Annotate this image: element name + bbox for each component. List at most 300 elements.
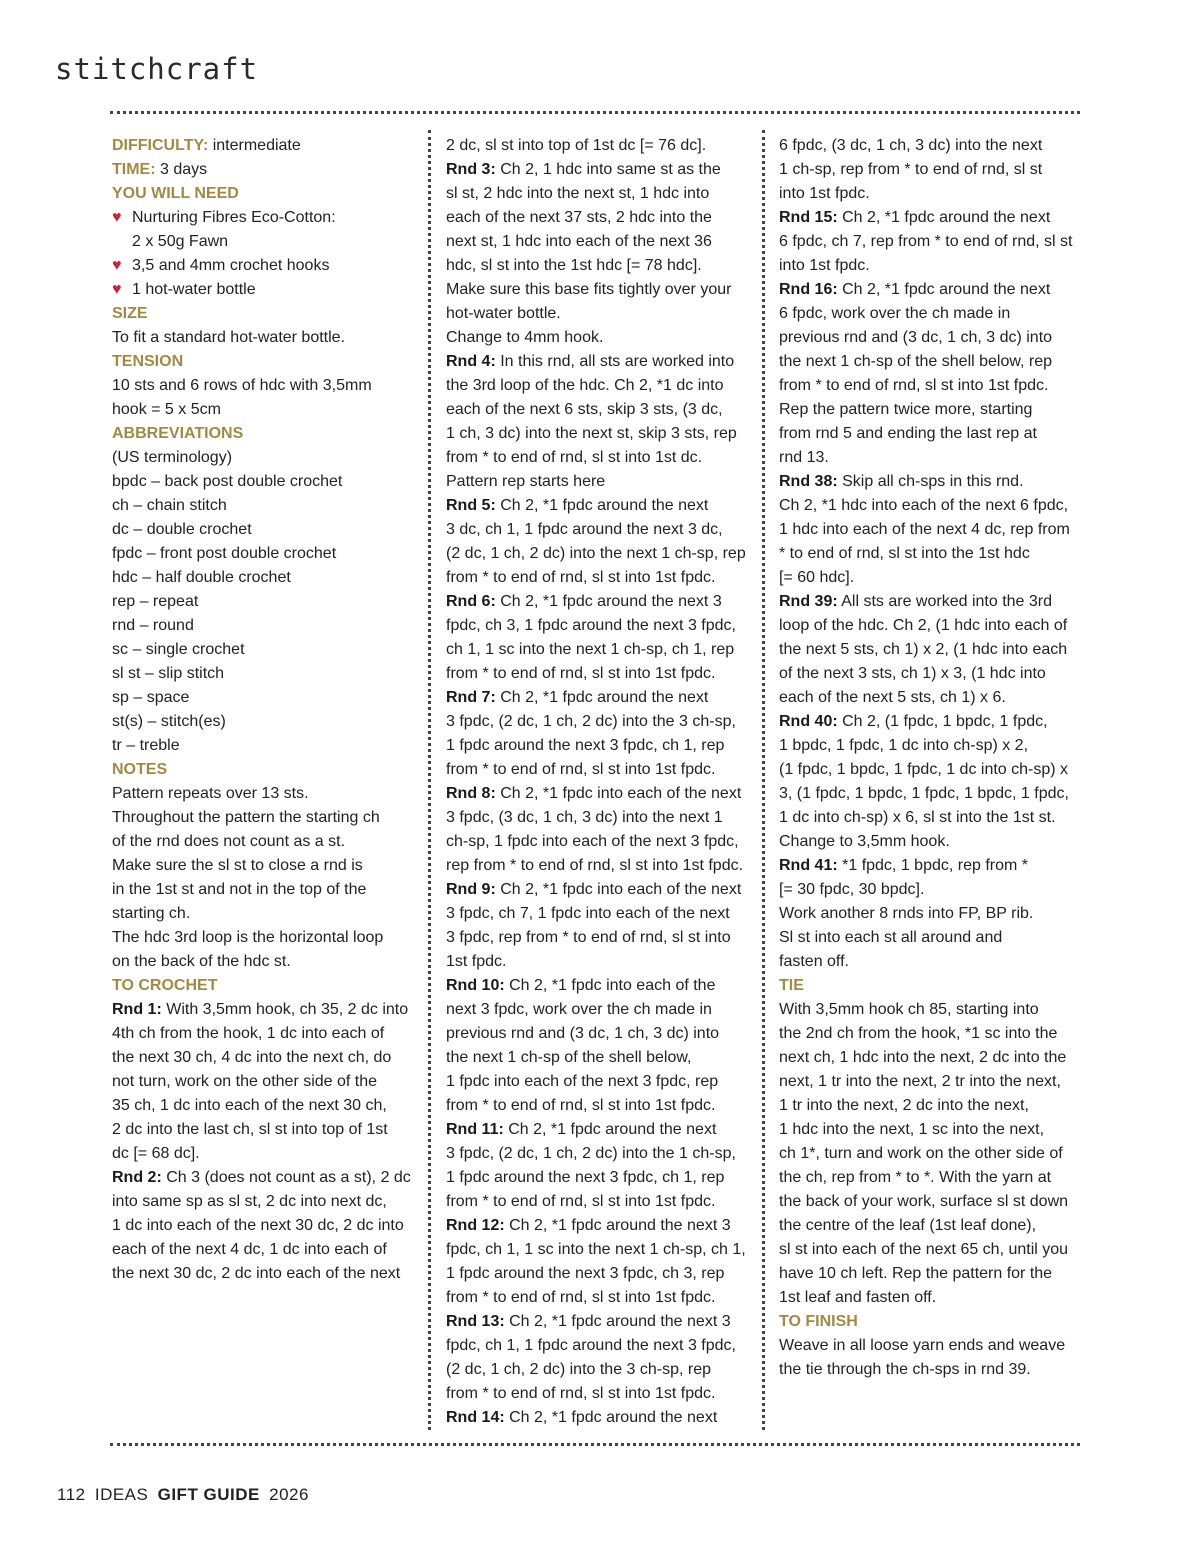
instruction-text: 3 fpdc, ch 7, 1 fpdc into each of the next — [446, 905, 730, 922]
instruction-line — [446, 1094, 750, 1118]
instruction-text: 35 ch, 1 dc into each of the next 30 ch, — [112, 1097, 387, 1114]
tension-line: 10 sts and 6 rows of hdc with 3,5mm — [112, 377, 372, 394]
instruction-line — [779, 470, 1083, 494]
crochet-instructions-part-1 — [112, 998, 416, 1286]
instruction-text: * to end of rnd, sl st into the 1st hdc — [779, 545, 1030, 562]
instruction-line — [779, 686, 1083, 710]
instruction-line — [779, 758, 1083, 782]
instruction-line — [779, 542, 1083, 566]
instruction-text: Change to 3,5mm hook. — [779, 833, 950, 850]
instruction-line — [779, 878, 1083, 902]
instruction-text: (2 dc, 1 ch, 2 dc) into the 3 ch-sp, rep — [446, 1361, 712, 1378]
instruction-line — [446, 902, 750, 926]
instruction-line — [112, 1262, 416, 1286]
instruction-text: 6 fpdc, (3 dc, 1 ch, 3 dc) into the next — [779, 137, 1043, 154]
instruction-line — [446, 230, 750, 254]
instruction-line — [779, 518, 1083, 542]
instruction-line — [446, 1046, 750, 1070]
instruction-text: Ch 2, *1 fpdc around the next 3 — [504, 1313, 731, 1330]
instruction-text: the next 30 dc, 2 dc into each of the next — [112, 1265, 401, 1282]
instruction-text: 3, (1 fpdc, 1 bpdc, 1 fpdc, 1 bpdc, 1 fpdc, — [779, 785, 1069, 802]
instruction-text: 3 fpdc, (3 dc, 1 ch, 3 dc) into the next 1 — [446, 809, 723, 826]
instruction-text: Work another 8 rnds into FP, BP rib. — [779, 905, 1034, 922]
instruction-line — [446, 1142, 750, 1166]
tie-line: the ch, rep from * to *. With the yarn at — [779, 1169, 1052, 1186]
instruction-line — [446, 350, 750, 374]
instruction-line — [112, 1190, 416, 1214]
instruction-text: Ch 2, *1 fpdc around the next — [504, 1409, 718, 1426]
instruction-text: from * to end of rnd, sl st into 1st fpdc. — [446, 761, 716, 778]
column-divider-2 — [762, 130, 765, 1430]
instruction-text: fpdc, ch 1, 1 sc into the next 1 ch-sp, ch 1, — [446, 1241, 746, 1258]
need-item-continued: 2 x 50g Fawn — [132, 233, 229, 250]
instruction-line — [446, 782, 750, 806]
instruction-line — [446, 710, 750, 734]
instruction-text: dc [= 68 dc]. — [112, 1145, 200, 1162]
instruction-text: 6 fpdc, ch 7, rep from * to end of rnd, sl st — [779, 233, 1073, 250]
instruction-line — [112, 1070, 416, 1094]
instruction-line — [446, 302, 750, 326]
instruction-text: 1st fpdc. — [446, 953, 507, 970]
instruction-line — [779, 278, 1083, 302]
instruction-line — [112, 1046, 416, 1070]
instruction-text: from * to end of rnd, sl st into 1st fpdc. — [446, 1097, 716, 1114]
tie-instructions — [779, 998, 1083, 1310]
round-label: Rnd 13: — [446, 1313, 505, 1330]
instruction-text: 1 dc into ch-sp) x 6, sl st into the 1st st. — [779, 809, 1056, 826]
need-item — [112, 254, 416, 278]
instruction-text: Ch 3 (does not count as a st), 2 dc — [161, 1169, 411, 1186]
instruction-text: the next 5 sts, ch 1) x 2, (1 hdc into each — [779, 641, 1068, 658]
abbreviations-list — [112, 446, 416, 758]
instruction-line — [446, 758, 750, 782]
instruction-line — [446, 158, 750, 182]
instruction-line — [446, 398, 750, 422]
need-item-text: 3,5 and 4mm crochet hooks — [132, 257, 330, 274]
notes-list — [112, 782, 416, 974]
round-label: Rnd 39: — [779, 593, 838, 610]
instruction-text: from * to end of rnd, sl st into 1st fpdc. — [779, 377, 1049, 394]
instruction-line — [446, 830, 750, 854]
time-value: 3 days — [155, 161, 208, 178]
tie-line: have 10 ch left. Rep the pattern for the — [779, 1265, 1053, 1282]
instruction-text: In this rnd, all sts are worked into — [495, 353, 735, 370]
page-number: 112 — [57, 1485, 86, 1504]
note-line: of the rnd does not count as a st. — [112, 833, 346, 850]
instruction-text: from * to end of rnd, sl st into 1st fpdc. — [446, 1385, 716, 1402]
instruction-text: Sl st into each st all around and — [779, 929, 1003, 946]
instruction-line — [779, 566, 1083, 590]
instruction-text: [= 60 hdc]. — [779, 569, 855, 586]
instruction-line — [446, 1382, 750, 1406]
round-label: Rnd 10: — [446, 977, 505, 994]
instruction-line — [446, 926, 750, 950]
instruction-text: from rnd 5 and ending the last rep at — [779, 425, 1037, 442]
top-dotted-rule — [110, 111, 1080, 114]
instruction-text: next st, 1 hdc into each of the next 36 — [446, 233, 712, 250]
abbreviation-item: bpdc – back post double crochet — [112, 473, 343, 490]
instruction-text: All sts are worked into the 3rd — [837, 593, 1052, 610]
notes-heading: NOTES — [112, 761, 168, 778]
instruction-line — [779, 326, 1083, 350]
instruction-text: 1 fpdc around the next 3 fpdc, ch 3, rep — [446, 1265, 725, 1282]
need-item-text: Nurturing Fibres Eco-Cotton: — [132, 209, 336, 226]
instruction-text: fpdc, ch 3, 1 fpdc around the next 3 fpdc, — [446, 617, 736, 634]
abbreviation-item: hdc – half double crochet — [112, 569, 291, 586]
note-line: Pattern repeats over 13 sts. — [112, 785, 309, 802]
instruction-line — [446, 206, 750, 230]
instruction-text: sl st, 2 hdc into the next st, 1 hdc into — [446, 185, 710, 202]
instruction-text: 1 fpdc into each of the next 3 fpdc, rep — [446, 1073, 719, 1090]
instruction-text: next 3 fpdc, work over the ch made in — [446, 1001, 712, 1018]
instruction-line — [779, 230, 1083, 254]
instruction-text: hot-water bottle. — [446, 305, 561, 322]
instruction-text: Ch 2, *1 fpdc around the next — [837, 281, 1051, 298]
crochet-instructions-part-2 — [446, 134, 750, 1430]
instruction-text: the 3rd loop of the hdc. Ch 2, *1 dc into — [446, 377, 724, 394]
instruction-text: 4th ch from the hook, 1 dc into each of — [112, 1025, 385, 1042]
instruction-text: (2 dc, 1 ch, 2 dc) into the next 1 ch-sp, rep — [446, 545, 746, 562]
instruction-line — [779, 422, 1083, 446]
instruction-line — [779, 134, 1083, 158]
round-label: Rnd 9: — [446, 881, 496, 898]
instruction-line — [779, 782, 1083, 806]
difficulty-label: DIFFICULTY: — [112, 137, 209, 154]
instruction-text: [= 30 fpdc, 30 bpdc]. — [779, 881, 925, 898]
instruction-text: into same sp as sl st, 2 dc into next dc, — [112, 1193, 387, 1210]
instruction-line — [779, 950, 1083, 974]
instruction-line — [446, 878, 750, 902]
round-label: Rnd 6: — [446, 593, 496, 610]
tie-line: 1 tr into the next, 2 dc into the next, — [779, 1097, 1029, 1114]
heart-icon: ♥ — [112, 257, 122, 274]
instruction-line — [779, 158, 1083, 182]
instruction-text: Ch 2, *1 fpdc around the next — [503, 1121, 717, 1138]
instruction-text: into 1st fpdc. — [779, 185, 870, 202]
round-label: Rnd 7: — [446, 689, 496, 706]
instruction-line — [779, 494, 1083, 518]
instruction-line — [446, 566, 750, 590]
instruction-text: 3 dc, ch 1, 1 fpdc around the next 3 dc, — [446, 521, 723, 538]
instruction-line — [779, 638, 1083, 662]
instruction-line — [446, 974, 750, 998]
round-label: Rnd 8: — [446, 785, 496, 802]
instruction-text: fasten off. — [779, 953, 849, 970]
instruction-line — [446, 470, 750, 494]
finish-line: Weave in all loose yarn ends and weave — [779, 1337, 1066, 1354]
instruction-text: Ch 2, *1 fpdc around the next — [495, 689, 709, 706]
instruction-text: 1 ch-sp, rep from * to end of rnd, sl st — [779, 161, 1043, 178]
instruction-text: Ch 2, *1 fpdc into each of the next — [495, 881, 742, 898]
instruction-text: Change to 4mm hook. — [446, 329, 604, 346]
tie-line: next ch, 1 hdc into the next, 2 dc into the — [779, 1049, 1067, 1066]
instruction-text: from * to end of rnd, sl st into 1st fpdc. — [446, 569, 716, 586]
need-item — [112, 278, 416, 302]
instruction-line — [446, 1286, 750, 1310]
instruction-text: each of the next 6 sts, skip 3 sts, (3 dc, — [446, 401, 723, 418]
instruction-line — [112, 998, 416, 1022]
instruction-text: Pattern rep starts here — [446, 473, 606, 490]
tie-line: ch 1*, turn and work on the other side of — [779, 1145, 1063, 1162]
instruction-text: hdc, sl st into the 1st hdc [= 78 hdc]. — [446, 257, 702, 274]
instruction-line — [446, 374, 750, 398]
instruction-line — [779, 446, 1083, 470]
instruction-line — [112, 1094, 416, 1118]
instruction-text: Ch 2, *1 fpdc around the next — [495, 497, 709, 514]
finish-line: the tie through the ch-sps in rnd 39. — [779, 1361, 1031, 1378]
instruction-line — [112, 1238, 416, 1262]
crochet-instructions-part-3 — [779, 134, 1083, 974]
instruction-text: *1 fpdc, 1 bpdc, rep from * — [837, 857, 1028, 874]
instruction-text: previous rnd and (3 dc, 1 ch, 3 dc) into — [779, 329, 1053, 346]
instruction-text: Rep the pattern twice more, starting — [779, 401, 1033, 418]
round-label: Rnd 1: — [112, 1001, 162, 1018]
round-label: Rnd 14: — [446, 1409, 505, 1426]
instruction-line — [446, 1334, 750, 1358]
to-finish-heading: TO FINISH — [779, 1313, 858, 1330]
instruction-line — [446, 614, 750, 638]
difficulty-line — [112, 134, 416, 158]
instruction-line — [446, 1310, 750, 1334]
tie-heading: TIE — [779, 977, 804, 994]
round-label: Rnd 11: — [446, 1121, 504, 1138]
instruction-line — [446, 1214, 750, 1238]
instruction-text: 3 fpdc, rep from * to end of rnd, sl st into — [446, 929, 731, 946]
instruction-text: the next 1 ch-sp of the shell below, — [446, 1049, 692, 1066]
note-line: The hdc 3rd loop is the horizontal loop — [112, 929, 384, 946]
instruction-text: each of the next 4 dc, 1 dc into each of — [112, 1241, 387, 1258]
issue-year: 2026 — [269, 1485, 309, 1504]
instruction-line — [112, 1022, 416, 1046]
time-line — [112, 158, 416, 182]
to-crochet-heading: TO CROCHET — [112, 977, 218, 994]
instruction-line — [446, 446, 750, 470]
abbreviation-item: sc – single crochet — [112, 641, 245, 658]
instruction-line — [112, 1142, 416, 1166]
tension-line: hook = 5 x 5cm — [112, 401, 221, 418]
instruction-text: rep from * to end of rnd, sl st into 1st fpdc. — [446, 857, 744, 874]
difficulty-value: intermediate — [208, 137, 301, 154]
round-label: Rnd 2: — [112, 1169, 162, 1186]
instruction-text: Ch 2, *1 fpdc around the next — [837, 209, 1051, 226]
guide-name: GIFT GUIDE — [157, 1485, 260, 1504]
instruction-text: Skip all ch-sps in this rnd. — [837, 473, 1024, 490]
instruction-text: the next 30 ch, 4 dc into the next ch, do — [112, 1049, 392, 1066]
instruction-text: 1 fpdc around the next 3 fpdc, ch 1, rep — [446, 737, 725, 754]
instruction-line — [779, 350, 1083, 374]
instruction-text: each of the next 37 sts, 2 hdc into the — [446, 209, 712, 226]
instruction-line — [446, 254, 750, 278]
tie-line: 1 hdc into the next, 1 sc into the next, — [779, 1121, 1045, 1138]
instruction-text: Ch 2, 1 hdc into same st as the — [495, 161, 721, 178]
note-line: Throughout the pattern the starting ch — [112, 809, 380, 826]
tie-line: the 2nd ch from the hook, *1 sc into the — [779, 1025, 1058, 1042]
abbreviation-item: sp – space — [112, 689, 190, 706]
instruction-text: from * to end of rnd, sl st into 1st fpdc. — [446, 665, 716, 682]
instruction-text: from * to end of rnd, sl st into 1st dc. — [446, 449, 703, 466]
instruction-text: 1 hdc into each of the next 4 dc, rep from — [779, 521, 1070, 538]
column-2 — [446, 134, 750, 1430]
tie-line: the centre of the leaf (1st leaf done), — [779, 1217, 1037, 1234]
tie-line: the back of your work, surface sl st down — [779, 1193, 1069, 1210]
instruction-text: 1 ch, 3 dc) into the next st, skip 3 sts, rep — [446, 425, 737, 442]
instruction-line — [446, 422, 750, 446]
instruction-text: (1 fpdc, 1 bpdc, 1 fpdc, 1 dc into ch-sp) x — [779, 761, 1069, 778]
finish-instructions — [779, 1334, 1083, 1382]
instruction-line — [446, 1238, 750, 1262]
abbreviation-item: dc – double crochet — [112, 521, 252, 538]
tie-line: With 3,5mm hook ch 85, starting into — [779, 1001, 1039, 1018]
instruction-line — [446, 686, 750, 710]
tie-line: next, 1 tr into the next, 2 tr into the next, — [779, 1073, 1061, 1090]
abbreviation-item: tr – treble — [112, 737, 180, 754]
tie-line: 1st leaf and fasten off. — [779, 1289, 937, 1306]
round-label: Rnd 40: — [779, 713, 838, 730]
heart-icon: ♥ — [112, 209, 122, 226]
tie-line: sl st into each of the next 65 ch, until you — [779, 1241, 1069, 1258]
instruction-line — [446, 326, 750, 350]
instruction-line — [446, 1262, 750, 1286]
instruction-line — [446, 278, 750, 302]
column-3 — [779, 134, 1083, 1382]
instruction-line — [779, 926, 1083, 950]
instruction-line — [446, 806, 750, 830]
instruction-line — [446, 1070, 750, 1094]
instruction-line — [446, 1358, 750, 1382]
instruction-line — [779, 254, 1083, 278]
instruction-line — [779, 662, 1083, 686]
instruction-text: into 1st fpdc. — [779, 257, 870, 274]
round-label: Rnd 41: — [779, 857, 838, 874]
instruction-line — [446, 134, 750, 158]
note-line: in the 1st st and not in the top of the — [112, 881, 367, 898]
note-line: on the back of the hdc st. — [112, 953, 291, 970]
instruction-text: 6 fpdc, work over the ch made in — [779, 305, 1011, 322]
need-item — [112, 206, 416, 230]
round-label: Rnd 4: — [446, 353, 496, 370]
abbreviation-item: fpdc – front post double crochet — [112, 545, 337, 562]
round-label: Rnd 38: — [779, 473, 838, 490]
abbreviation-item: sl st – slip stitch — [112, 665, 225, 682]
instruction-line — [446, 950, 750, 974]
instruction-line — [779, 854, 1083, 878]
instruction-line — [446, 1022, 750, 1046]
instruction-text: 1 fpdc around the next 3 fpdc, ch 1, rep — [446, 1169, 725, 1186]
instruction-line — [112, 1166, 416, 1190]
abbreviation-item: ch – chain stitch — [112, 497, 227, 514]
instruction-text: With 3,5mm hook, ch 35, 2 dc into — [161, 1001, 409, 1018]
instruction-line — [779, 206, 1083, 230]
instruction-line — [779, 806, 1083, 830]
instruction-line — [112, 1214, 416, 1238]
instruction-text: Ch 2, *1 hdc into each of the next 6 fpdc, — [779, 497, 1069, 514]
note-line: starting ch. — [112, 905, 191, 922]
instruction-line — [446, 494, 750, 518]
instruction-text: Ch 2, *1 fpdc around the next 3 — [504, 1217, 731, 1234]
instruction-line — [446, 518, 750, 542]
magazine-name: IDEAS — [94, 1485, 149, 1504]
round-label: Rnd 5: — [446, 497, 496, 514]
page-footer — [57, 1485, 313, 1505]
note-line: Make sure the sl st to close a rnd is — [112, 857, 363, 874]
instruction-line — [779, 902, 1083, 926]
instruction-line — [446, 1406, 750, 1430]
instruction-line — [779, 374, 1083, 398]
column-1 — [112, 134, 416, 1286]
instruction-text: each of the next 5 sts, ch 1) x 6. — [779, 689, 1006, 706]
instruction-text: previous rnd and (3 dc, 1 ch, 3 dc) into — [446, 1025, 720, 1042]
round-label: Rnd 12: — [446, 1217, 505, 1234]
instruction-text: from * to end of rnd, sl st into 1st fpdc. — [446, 1193, 716, 1210]
instruction-text: 1 dc into each of the next 30 dc, 2 dc into — [112, 1217, 404, 1234]
instruction-text: of the next 3 sts, ch 1) x 3, (1 hdc into — [779, 665, 1046, 682]
instruction-line — [779, 734, 1083, 758]
instruction-line — [446, 662, 750, 686]
instruction-line — [446, 854, 750, 878]
instruction-text: 2 dc into the last ch, sl st into top of 1st — [112, 1121, 388, 1138]
instruction-line — [446, 1118, 750, 1142]
abbreviation-item: st(s) – stitch(es) — [112, 713, 226, 730]
abbreviation-item: rnd – round — [112, 617, 194, 634]
instruction-text: Ch 2, *1 fpdc into each of the next — [495, 785, 742, 802]
instruction-text: Ch 2, *1 fpdc around the next 3 — [495, 593, 722, 610]
round-label: Rnd 16: — [779, 281, 838, 298]
instruction-line — [446, 1166, 750, 1190]
need-item-text: 1 hot-water bottle — [132, 281, 256, 298]
instruction-line — [446, 1190, 750, 1214]
instruction-line — [446, 998, 750, 1022]
instruction-line — [779, 614, 1083, 638]
instruction-text: from * to end of rnd, sl st into 1st fpdc. — [446, 1289, 716, 1306]
instruction-line — [779, 398, 1083, 422]
instruction-text: 3 fpdc, (2 dc, 1 ch, 2 dc) into the 3 ch-sp, — [446, 713, 736, 730]
instruction-text: ch 1, 1 sc into the next 1 ch-sp, ch 1, rep — [446, 641, 735, 658]
need-heading: YOU WILL NEED — [112, 185, 239, 202]
instruction-line — [446, 182, 750, 206]
round-label: Rnd 3: — [446, 161, 496, 178]
heart-icon: ♥ — [112, 281, 122, 298]
abbreviation-item: rep – repeat — [112, 593, 199, 610]
size-text: To fit a standard hot-water bottle. — [112, 329, 346, 346]
instruction-line — [446, 542, 750, 566]
time-label: TIME: — [112, 161, 156, 178]
abbreviations-heading: ABBREVIATIONS — [112, 425, 244, 442]
abbreviation-item: (US terminology) — [112, 449, 233, 466]
size-heading: SIZE — [112, 305, 148, 322]
instruction-text: loop of the hdc. Ch 2, (1 hdc into each of — [779, 617, 1068, 634]
bottom-dotted-rule — [110, 1443, 1080, 1446]
instruction-text: 3 fpdc, (2 dc, 1 ch, 2 dc) into the 1 ch-sp, — [446, 1145, 736, 1162]
tension-heading: TENSION — [112, 353, 184, 370]
instruction-text: the next 1 ch-sp of the shell below, rep — [779, 353, 1053, 370]
instruction-line — [779, 710, 1083, 734]
instruction-text: ch-sp, 1 fpdc into each of the next 3 fpdc, — [446, 833, 739, 850]
instruction-text: rnd 13. — [779, 449, 829, 466]
instruction-line — [112, 1118, 416, 1142]
instruction-text: not turn, work on the other side of the — [112, 1073, 378, 1090]
instruction-line — [779, 182, 1083, 206]
instruction-line — [446, 638, 750, 662]
instruction-line — [779, 830, 1083, 854]
instruction-text: fpdc, ch 1, 1 fpdc around the next 3 fpdc, — [446, 1337, 736, 1354]
instruction-line — [779, 302, 1083, 326]
instruction-text: Ch 2, (1 fpdc, 1 bpdc, 1 fpdc, — [837, 713, 1048, 730]
instruction-line — [779, 590, 1083, 614]
column-divider-1 — [428, 130, 431, 1430]
instruction-text: 2 dc, sl st into top of 1st dc [= 76 dc]. — [446, 137, 707, 154]
instruction-line — [446, 734, 750, 758]
instruction-text: 1 bpdc, 1 fpdc, 1 dc into ch-sp) x 2, — [779, 737, 1029, 754]
